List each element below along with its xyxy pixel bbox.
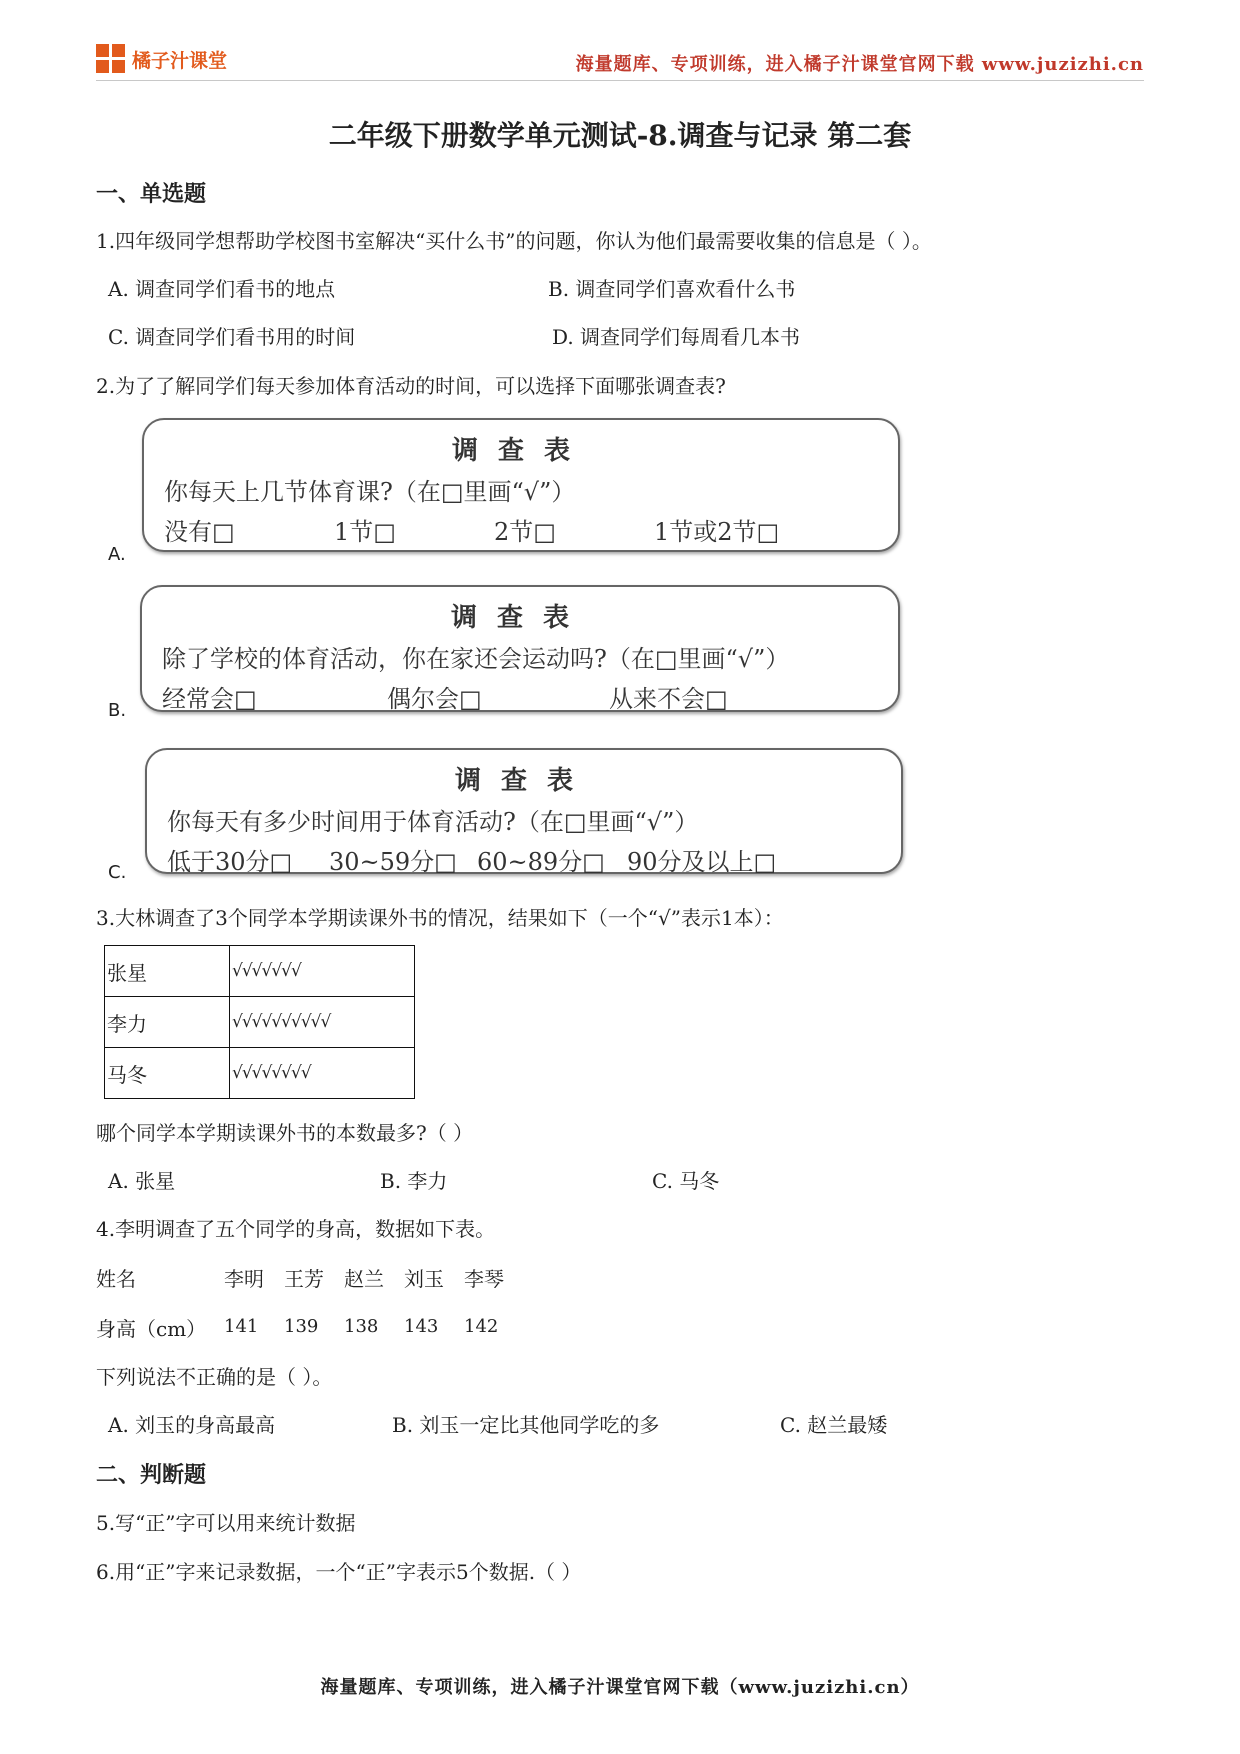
table-row: [105, 1048, 415, 1099]
survey-question: 除了学校的体育活动，你在家还会运动吗?（在□里画“√”）: [162, 645, 790, 673]
survey-title: 调查表: [450, 603, 589, 633]
q2-option-a-label[interactable]: A.: [108, 544, 126, 565]
q2-option-b-label[interactable]: B.: [108, 700, 127, 721]
question-5-text: 5.写“正”字可以用来统计数据: [96, 1511, 356, 1535]
q1-option-a[interactable]: A. 调查同学们看书的地点: [108, 277, 336, 301]
survey-card-b[interactable]: [140, 585, 900, 712]
q1-option-c[interactable]: C. 调查同学们看书用的时间: [108, 325, 356, 349]
table-row: [105, 946, 415, 997]
q4-option-c[interactable]: C. 赵兰最矮: [780, 1413, 888, 1437]
height-table-height-label: 身高（cm）: [96, 1317, 207, 1341]
survey-option: 经常会□: [162, 685, 257, 713]
question-6-text: 6.用“正”字来记录数据，一个“正”字表示5个数据.（ ）: [96, 1560, 582, 1584]
survey-option: 90分及以上□: [627, 848, 777, 876]
survey-option: 60~89分□: [477, 848, 605, 876]
survey-card-c[interactable]: [145, 748, 903, 874]
height-table-name: 王芳: [284, 1267, 324, 1291]
question-3-text: 3.大林调查了3个同学本学期读课外书的情况，结果如下（一个“√”表示1本）：: [96, 906, 784, 930]
height-value: 139: [284, 1316, 319, 1337]
survey-option: 1节□: [334, 518, 396, 546]
height-table-name: 赵兰: [344, 1267, 384, 1291]
q3-option-c[interactable]: C. 马冬: [652, 1169, 720, 1193]
question-4-text: 4.李明调查了五个同学的身高，数据如下表。: [96, 1217, 496, 1241]
q4-option-b[interactable]: B. 刘玉一定比其他同学吃的多: [392, 1413, 660, 1437]
survey-option: 1节或2节□: [654, 518, 780, 546]
q2-option-c-label[interactable]: C.: [108, 862, 127, 883]
survey-question: 你每天上几节体育课?（在□里画“√”）: [164, 478, 576, 506]
logo-icon: [96, 44, 126, 74]
student-name: 张星: [105, 946, 230, 997]
q3-option-a[interactable]: A. 张星: [108, 1169, 176, 1193]
survey-option: 低于30分□: [167, 848, 293, 876]
survey-option: 2节□: [494, 518, 556, 546]
survey-title: 调查表: [451, 436, 590, 466]
brand-logo[interactable]: [96, 44, 227, 74]
page-title: 二年级下册数学单元测试-8.调查与记录 第二套: [328, 119, 912, 152]
header-divider: [96, 80, 1144, 81]
tally-marks: √√√√√√√√: [230, 1048, 415, 1099]
student-name: 马冬: [105, 1048, 230, 1099]
tally-marks: √√√√√√√√√√: [230, 997, 415, 1048]
survey-option: 从来不会□: [609, 685, 728, 713]
q1-option-b[interactable]: B. 调查同学们喜欢看什么书: [548, 277, 796, 301]
table-row: [105, 997, 415, 1048]
survey-option: 偶尔会□: [387, 685, 482, 713]
q3-option-b[interactable]: B. 李力: [380, 1169, 448, 1193]
height-table-name: 李明: [224, 1267, 264, 1291]
height-table-name: 刘玉: [404, 1267, 444, 1291]
survey-title: 调查表: [454, 766, 593, 796]
header-banner: 海量题库、专项训练，进入橘子汁课堂官网下载 www.juzizhi.cn: [575, 54, 1144, 75]
question-2-text: 2.为了了解同学们每天参加体育活动的时间，可以选择下面哪张调查表?: [96, 374, 726, 398]
section-heading-single-choice: 一、单选题: [96, 181, 207, 207]
page-footer: 海量题库、专项训练，进入橘子汁课堂官网下载（www.juzizhi.cn）: [320, 1677, 920, 1698]
question-1-text: 1.四年级同学想帮助学校图书室解决“买什么书”的问题，你认为他们最需要收集的信息是（ ）。: [96, 229, 932, 253]
height-table-name-label: 姓名: [96, 1267, 136, 1291]
section-heading-true-false: 二、判断题: [96, 1462, 207, 1488]
survey-card-a[interactable]: [142, 418, 900, 552]
logo-text: 橘子汁课堂: [132, 49, 228, 72]
height-table-name: 李琴: [464, 1267, 504, 1291]
survey-question: 你每天有多少时间用于体育活动?（在□里画“√”）: [167, 808, 699, 836]
height-value: 141: [224, 1316, 259, 1337]
survey-option: 没有□: [164, 518, 235, 546]
height-value: 142: [464, 1316, 499, 1337]
question-4-prompt: 下列说法不正确的是（ ）。: [96, 1365, 333, 1389]
height-value: 143: [404, 1316, 439, 1337]
student-name: 李力: [105, 997, 230, 1048]
q1-option-d[interactable]: D. 调查同学们每周看几本书: [552, 325, 801, 349]
q4-option-a[interactable]: A. 刘玉的身高最高: [108, 1413, 276, 1437]
reading-record-table: [104, 945, 415, 1099]
question-3-prompt: 哪个同学本学期读课外书的本数最多?（ ）: [96, 1121, 474, 1145]
tally-marks: √√√√√√√: [230, 946, 415, 997]
survey-option: 30~59分□: [329, 848, 457, 876]
height-value: 138: [344, 1316, 379, 1337]
